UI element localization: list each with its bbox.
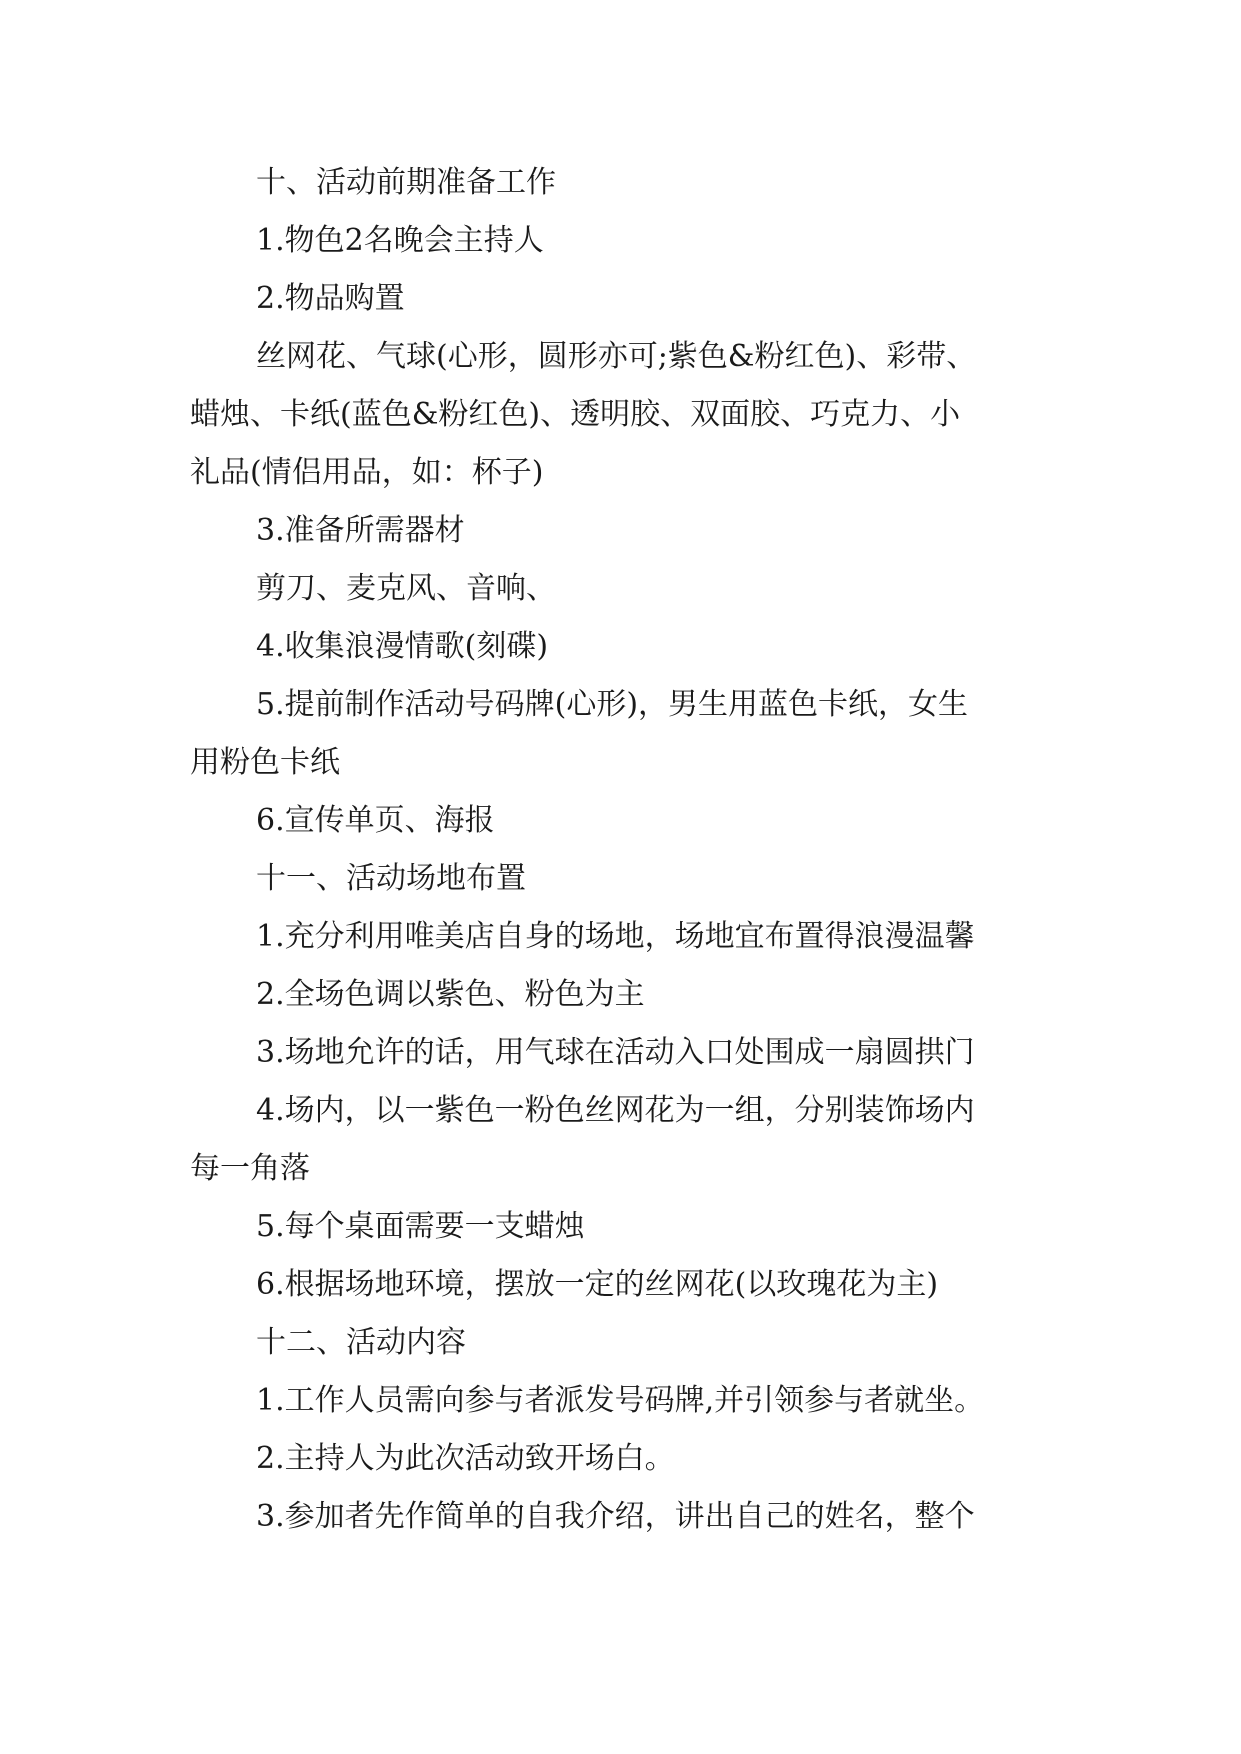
paragraph-line: 蜡烛、卡纸(蓝色&粉红色)、透明胶、双面胶、巧克力、小 bbox=[190, 397, 961, 432]
list-item: 6.根据场地环境，摆放一定的丝网花(以玫瑰花为主) bbox=[256, 1267, 939, 1302]
list-item: 1.工作人员需向参与者派发号码牌,并引领参与者就坐。 bbox=[256, 1383, 985, 1418]
paragraph-line: 每一角落 bbox=[190, 1151, 310, 1186]
section-heading-10: 十、活动前期准备工作 bbox=[256, 165, 556, 200]
list-item: 3.准备所需器材 bbox=[256, 513, 465, 548]
paragraph-line: 礼品(情侣用品，如：杯子) bbox=[190, 455, 544, 490]
list-item: 3.参加者先作简单的自我介绍，讲出自己的姓名，整个 bbox=[256, 1499, 975, 1534]
list-item: 1.充分利用唯美店自身的场地，场地宜布置得浪漫温馨 bbox=[256, 919, 975, 954]
section-heading-11: 十一、活动场地布置 bbox=[256, 861, 526, 896]
list-item: 2.主持人为此次活动致开场白。 bbox=[256, 1441, 675, 1476]
list-item: 5.提前制作活动号码牌(心形)，男生用蓝色卡纸，女生 bbox=[256, 687, 969, 722]
list-item: 2.全场色调以紫色、粉色为主 bbox=[256, 977, 645, 1012]
document-body bbox=[190, 154, 1060, 1546]
paragraph-line: 剪刀、麦克风、音响、 bbox=[256, 571, 556, 606]
list-item: 2.物品购置 bbox=[256, 281, 405, 316]
list-item: 1.物色2名晚会主持人 bbox=[256, 223, 544, 258]
list-item: 4.场内，以一紫色一粉色丝网花为一组，分别装饰场内 bbox=[256, 1093, 975, 1128]
paragraph-line: 用粉色卡纸 bbox=[190, 745, 340, 780]
section-heading-12: 十二、活动内容 bbox=[256, 1325, 466, 1360]
paragraph-line: 丝网花、气球(心形，圆形亦可;紫色&粉红色)、彩带、 bbox=[256, 339, 977, 374]
list-item: 4.收集浪漫情歌(刻碟) bbox=[256, 629, 549, 664]
list-item: 3.场地允许的话，用气球在活动入口处围成一扇圆拱门 bbox=[256, 1035, 975, 1070]
list-item: 5.每个桌面需要一支蜡烛 bbox=[256, 1209, 585, 1244]
list-item: 6.宣传单页、海报 bbox=[256, 803, 495, 838]
